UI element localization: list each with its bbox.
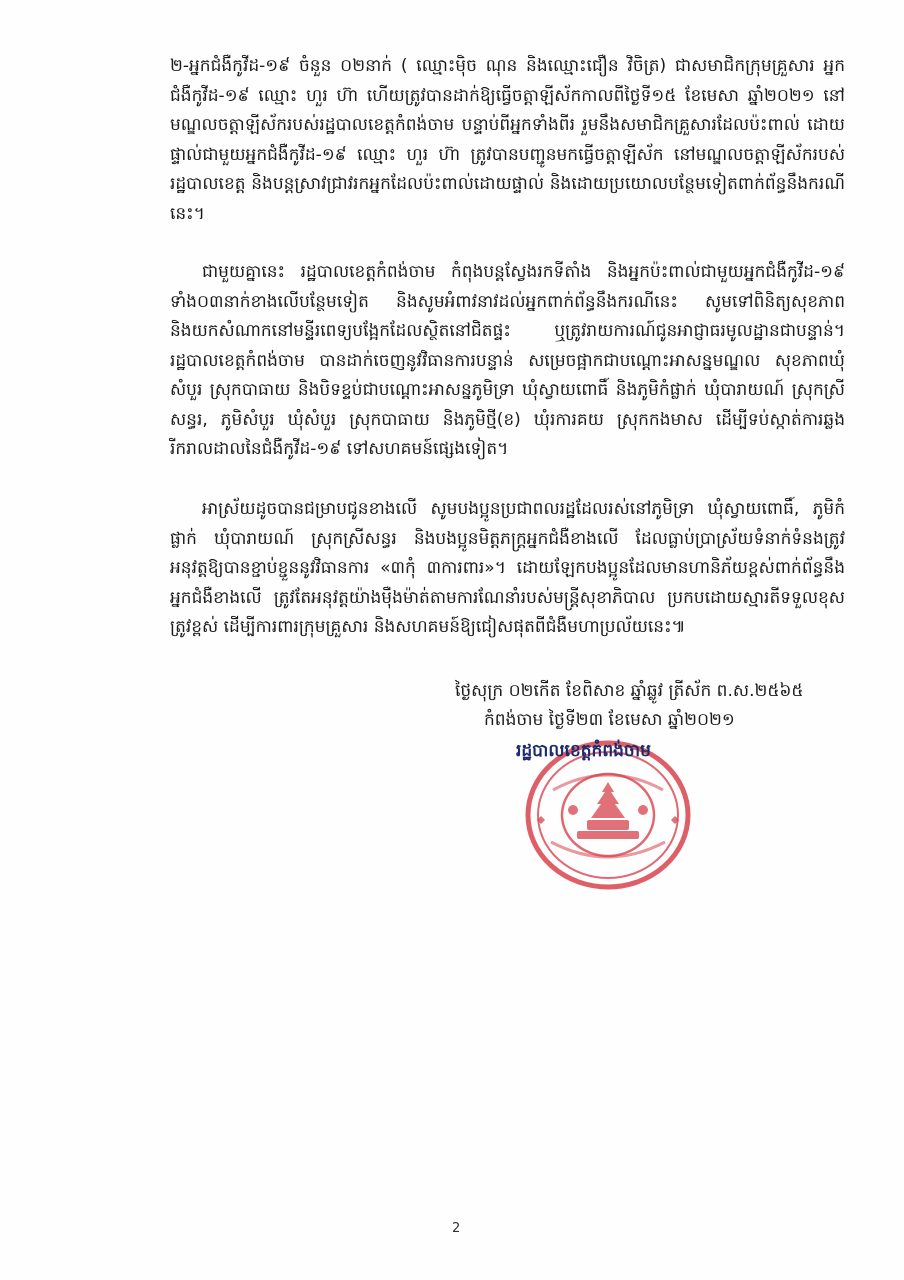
lunar-date-line: ថ្ងៃសុក្រ ០២កើត ខែពិសាខ ឆ្នាំឆ្លូវ ត្រីស័ក ព.ស.២៥៦៥	[455, 681, 804, 701]
page-number: 2	[452, 1221, 461, 1236]
paragraph-1: ២-អ្នកជំងឺកូវីដ-១៩ ចំនួន ០២នាក់ ( ឈ្មោះម៉ិច ណុន និងឈ្មោះជឿន វិចិត្រ) ជាសមាជិកក្រុមគ្រួសារ អ្នកជំងឺកូវីដ-១៩ ឈ្មោះ ហួរ ហ៊ា ហើយត្រូវបានដាក់ឱ្យធ្វើចត្តាឡីស័កកាលពីថ្ងៃទី១៥ ខែមេសា ឆ្នាំ២០២១ នៅមណ្ឌលចត្តាឡីស័ករបស់រដ្ឋបាលខេត្តកំពង់ចាម បន្ទាប់ពីអ្នកទាំងពីរ រួមនឹងសមាជិកគ្រួសារដែលប៉ះពាល់ ដោយផ្ទាល់ជាមួយអ្នកជំងឺកូវីដ-១៩ ឈ្មោះ ហួរ ហ៊ា ត្រូវបានបញ្ជូនមកធ្វើចត្តាឡីស័ក នៅមណ្ឌលចត្តាឡីស័ករបស់រដ្ឋបាលខេត្ត និងបន្តស្រាវជ្រាវរកអ្នកដែលប៉ះពាល់ដោយផ្ទាល់ និងដោយប្រយោលបន្ថែមទៀតពាក់ព័ន្ធនឹងករណីនេះ។	[170, 56, 845, 224]
signing-organization: រដ្ឋបាលខេត្តកំពង់ចាម	[516, 741, 651, 761]
paragraph-2: ជាមួយគ្នានេះ រដ្ឋបាលខេត្តកំពង់ចាម កំពុងបន្តស្វែងរកទីតាំង និងអ្នកប៉ះពាល់ជាមួយអ្នកជំងឺកូវីដ-១៩ ទាំង០៣នាក់ខាងលើបន្ថែមទៀត និងសូមអំពាវនាវដល់អ្នកពាក់ព័ន្ធនឹងករណីនេះ សូមទៅពិនិត្យសុខភាព និងយកសំណាកនៅមន្ទីរពេទ្យបង្អែកដែលស្ថិតនៅជិតផ្ទះ ឬត្រូវរាយការណ៍ជូនអាជ្ញាធរមូលដ្ឋានជាបន្ទាន់។ រដ្ឋបាលខេត្តកំពង់ចាម បានដាក់ចេញនូវវិធានការបន្ទាន់ សម្រេចផ្អាកជាបណ្តោះអាសន្នមណ្ឌល សុខភាពឃុំសំបួរ ស្រុកបាធាយ និងបិទខ្ទប់ជាបណ្តោះអាសន្នភូមិទ្រា ឃុំស្វាយពោធិ៍ និងភូមិកំផ្លាក់ ឃុំបារាយណ៍ ស្រុកស្រីសន្ធរ, ភូមិសំបួរ ឃុំសំបួរ ស្រុកបាធាយ និងភូមិថ្មី(ខ) ឃុំរការគយ ស្រុកកងមាស ដើម្បីទប់ស្កាត់ការឆ្លងរីករាលដាលនៃជំងឺកូវីដ-១៩ ទៅសហគមន៍ផ្សេងទៀត។	[170, 262, 845, 459]
paragraph-3: អាស្រ័យដូចបានជម្រាបជូនខាងលើ សូមបងប្អូនប្រជាពលរដ្ឋដែលរស់នៅភូមិទ្រា ឃុំស្វាយពោធិ៍, ភូមិកំផ្លាក់ ឃុំបារាយណ៍ ស្រុកស្រីសន្ធរ និងបងប្អូនមិត្តភក្ត្រអ្នកជំងឺខាងលើ ដែលធ្លាប់ប្រាស្រ័យទំនាក់ទំនងត្រូវអនុវត្តឱ្យបានខ្ជាប់ខ្ជួននូវវិធានការ «៣កុំ ៣ការពារ»។ ដោយឡែកបងប្អូនដែលមានហានិភ័យខ្ពស់ពាក់ព័ន្ធនឹងអ្នកជំងឺខាងលើ ត្រូវតែអនុវត្តយ៉ាងម៉ឺងម៉ាត់តាមការណែនាំរបស់មន្ត្រីសុខាភិបាល ប្រកបដោយស្មារតីទទួលខុសត្រូវខ្ពស់ ដើម្បីការពារក្រុមគ្រួសារ និងសហគមន៍ឱ្យជៀសផុតពីជំងឺមហាប្រល័យនេះ៕	[170, 499, 845, 637]
place-date-line: កំពង់ចាម ថ្ងៃទី២៣ ខែមេសា ឆ្នាំ២០២១	[484, 710, 735, 730]
